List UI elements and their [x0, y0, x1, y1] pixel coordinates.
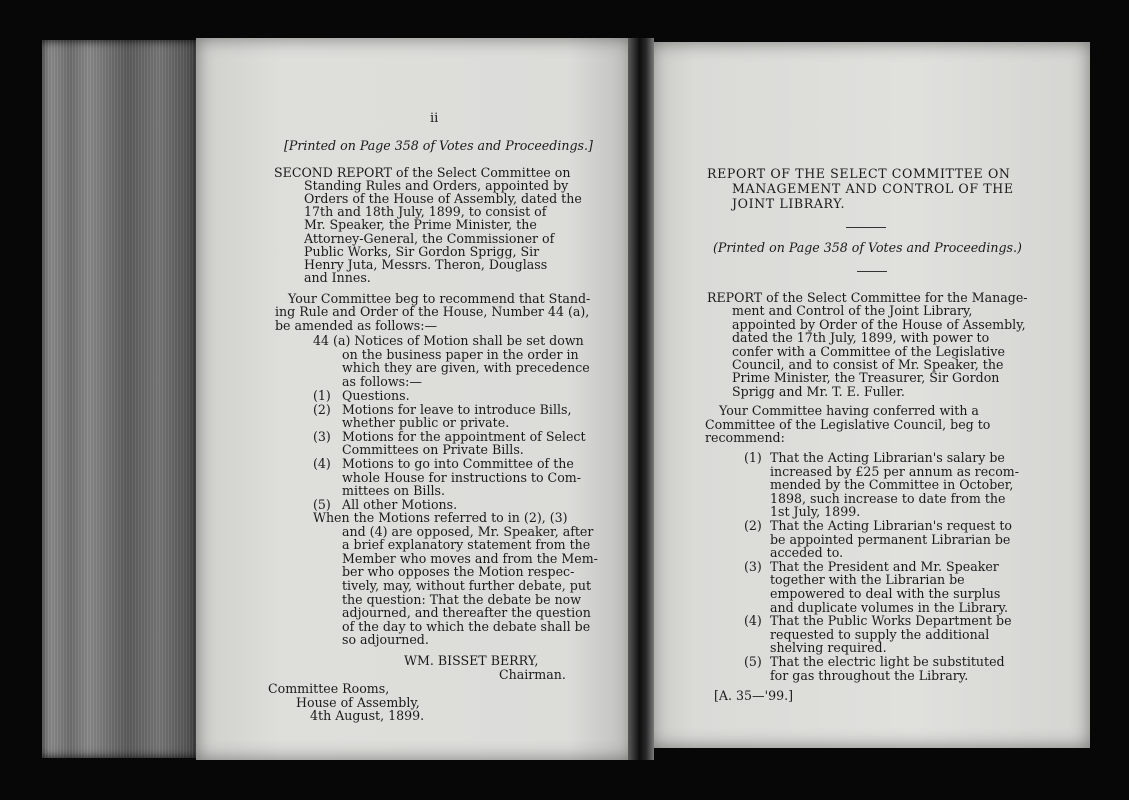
book-gutter [628, 38, 654, 760]
heading-line: Standing Rules and Orders, appointed by [304, 178, 569, 194]
heading-line: Public Works, Sir Gordon Sprigg, Sir [304, 243, 540, 259]
opposed-line: so adjourned. [342, 632, 429, 648]
motion-item-text: Motions for leave to introduce Bills, [342, 401, 572, 417]
motion-item-text: Motions for the appointment of Select [342, 428, 586, 444]
opposed-line: tively, may, without further debate, put [342, 578, 592, 593]
opposed-line: When the Motions referred to in (2), (3) [313, 510, 568, 525]
report-line: REPORT of the Select Committee for the Manage- [707, 290, 1028, 305]
title-line: MANAGEMENT AND CONTROL OF THE [732, 181, 1014, 196]
opposed-line: of the day to which the debate shall be [342, 618, 591, 634]
motion-item-text: Motions to go into Committee of the [342, 456, 574, 471]
recommendation-text: 1st July, 1899. [770, 504, 861, 520]
report-line: ment and Control of the Joint Library, [732, 303, 973, 319]
recommendation-number: (1) [744, 450, 762, 465]
report-line: appointed by Order of the House of Assembly, [732, 316, 1026, 332]
motion-item-number: (4) [313, 456, 331, 471]
recommendation-number: (2) [744, 518, 762, 533]
recommendation-text: empowered to deal with the surplus [770, 586, 1001, 601]
recommendation-text: together with the Librarian be [770, 572, 965, 588]
motion-item-number: (2) [313, 401, 331, 417]
printed-note-left: [Printed on Page 358 of Votes and Proceedings.] [284, 138, 593, 153]
place-line: Committee Rooms, [268, 681, 390, 696]
printed-note-right: (Printed on Page 358 of Votes and Proceedings.) [713, 240, 1022, 255]
title-line: REPORT OF THE SELECT COMMITTEE ON [707, 166, 1011, 181]
heading-line: Attorney-General, the Commissioner of [304, 230, 555, 246]
recommendation-number: (3) [744, 558, 762, 574]
rule-line: on the business paper in the order in [342, 346, 579, 362]
recommendation-text: and duplicate volumes in the Library. [770, 599, 1008, 615]
heading-line: Henry Juta, Messrs. Theron, Douglass [304, 256, 548, 272]
recommendation-number: (5) [744, 654, 762, 669]
opposed-line: the question: That the debate be now [342, 591, 582, 607]
motion-item-text: mittees on Bills. [342, 483, 445, 499]
committee-line: Committee of the Legislative Council, beg to [705, 416, 991, 432]
report-line: Sprigg and Mr. T. E. Fuller. [732, 383, 905, 399]
intro-line: ing Rule and Order of the House, Number 44 (a), [275, 304, 590, 320]
committee-line: recommend: [705, 430, 785, 446]
book-page-edges [42, 40, 198, 758]
recommendation-text: That the Acting Librarian's request to [770, 518, 1012, 533]
opposed-line: Member who moves and from the Mem- [342, 550, 598, 566]
motion-item-number: (1) [313, 388, 331, 403]
motion-item-text: Committees on Private Bills. [342, 442, 524, 458]
recommendation-text: increased by £25 per annum as recom- [770, 463, 1019, 479]
page-number: ii [430, 111, 439, 126]
recommendation-number: (4) [744, 613, 762, 629]
report-line: Council, and to consist of Mr. Speaker, the [732, 357, 1004, 372]
rule-line: as follows:— [342, 373, 422, 389]
title-line: JOINT LIBRARY. [732, 196, 846, 211]
heading-line: Orders of the House of Assembly, dated the [304, 191, 582, 207]
heading-line: and Innes. [304, 269, 371, 285]
report-line: Prime Minister, the Treasurer, Sir Gordon [732, 370, 1000, 386]
motion-item-text: All other Motions. [342, 496, 458, 512]
reference-number: [A. 35—'99.] [714, 688, 794, 703]
motion-item-number: (3) [313, 428, 331, 444]
note-rule [857, 271, 887, 272]
signature-title: Chairman. [499, 667, 566, 682]
place-line: 4th August, 1899. [310, 708, 425, 724]
recommendation-text: That the Public Works Department be [770, 613, 1012, 629]
recommendation-text: for gas throughout the Library. [770, 667, 969, 683]
rule-line: which they are given, with precedence [342, 360, 590, 376]
intro-line: Your Committee beg to recommend that Stand- [288, 291, 591, 306]
heading-line: 17th and 18th July, 1899, to consist of [304, 204, 547, 220]
recommendation-text: mended by the Committee in October, [770, 477, 1014, 493]
recommendation-text: That the President and Mr. Speaker [770, 558, 999, 574]
recommendation-text: That the electric light be substituted [770, 654, 1005, 669]
opposed-line: adjourned, and thereafter the question [342, 605, 591, 621]
title-rule [846, 227, 886, 228]
motion-item-text: Questions. [342, 388, 410, 403]
opposed-line: ber who opposes the Motion respec- [342, 564, 575, 580]
place-line: House of Assembly, [296, 694, 420, 710]
heading-line: SECOND REPORT of the Select Committee on [274, 165, 571, 180]
intro-line: be amended as follows:— [275, 317, 438, 333]
recommendation-text: shelving required. [770, 640, 887, 656]
motion-item-text: whether public or private. [342, 415, 510, 431]
opposed-line: a brief explanatory statement from the [342, 537, 591, 553]
report-line: dated the 17th July, 1899, with power to [732, 330, 990, 346]
recommendation-text: That the Acting Librarian's salary be [770, 450, 1005, 465]
opposed-line: and (4) are opposed, Mr. Speaker, after [342, 523, 594, 539]
motion-item-text: whole House for instructions to Com- [342, 469, 581, 485]
motion-item-number: (5) [313, 496, 331, 512]
heading-line: Mr. Speaker, the Prime Minister, the [304, 217, 537, 233]
report-line: confer with a Committee of the Legislative [732, 343, 1005, 359]
signature-name: WM. BISSET BERRY, [404, 653, 539, 668]
recommendation-text: requested to supply the additional [770, 626, 990, 642]
recommendation-text: be appointed permanent Librarian be [770, 531, 1011, 547]
rule-line: 44 (a) Notices of Motion shall be set down [313, 333, 584, 348]
recommendation-text: 1898, such increase to date from the [770, 490, 1006, 506]
committee-line: Your Committee having conferred with a [719, 403, 979, 418]
recommendation-text: acceded to. [770, 545, 844, 561]
